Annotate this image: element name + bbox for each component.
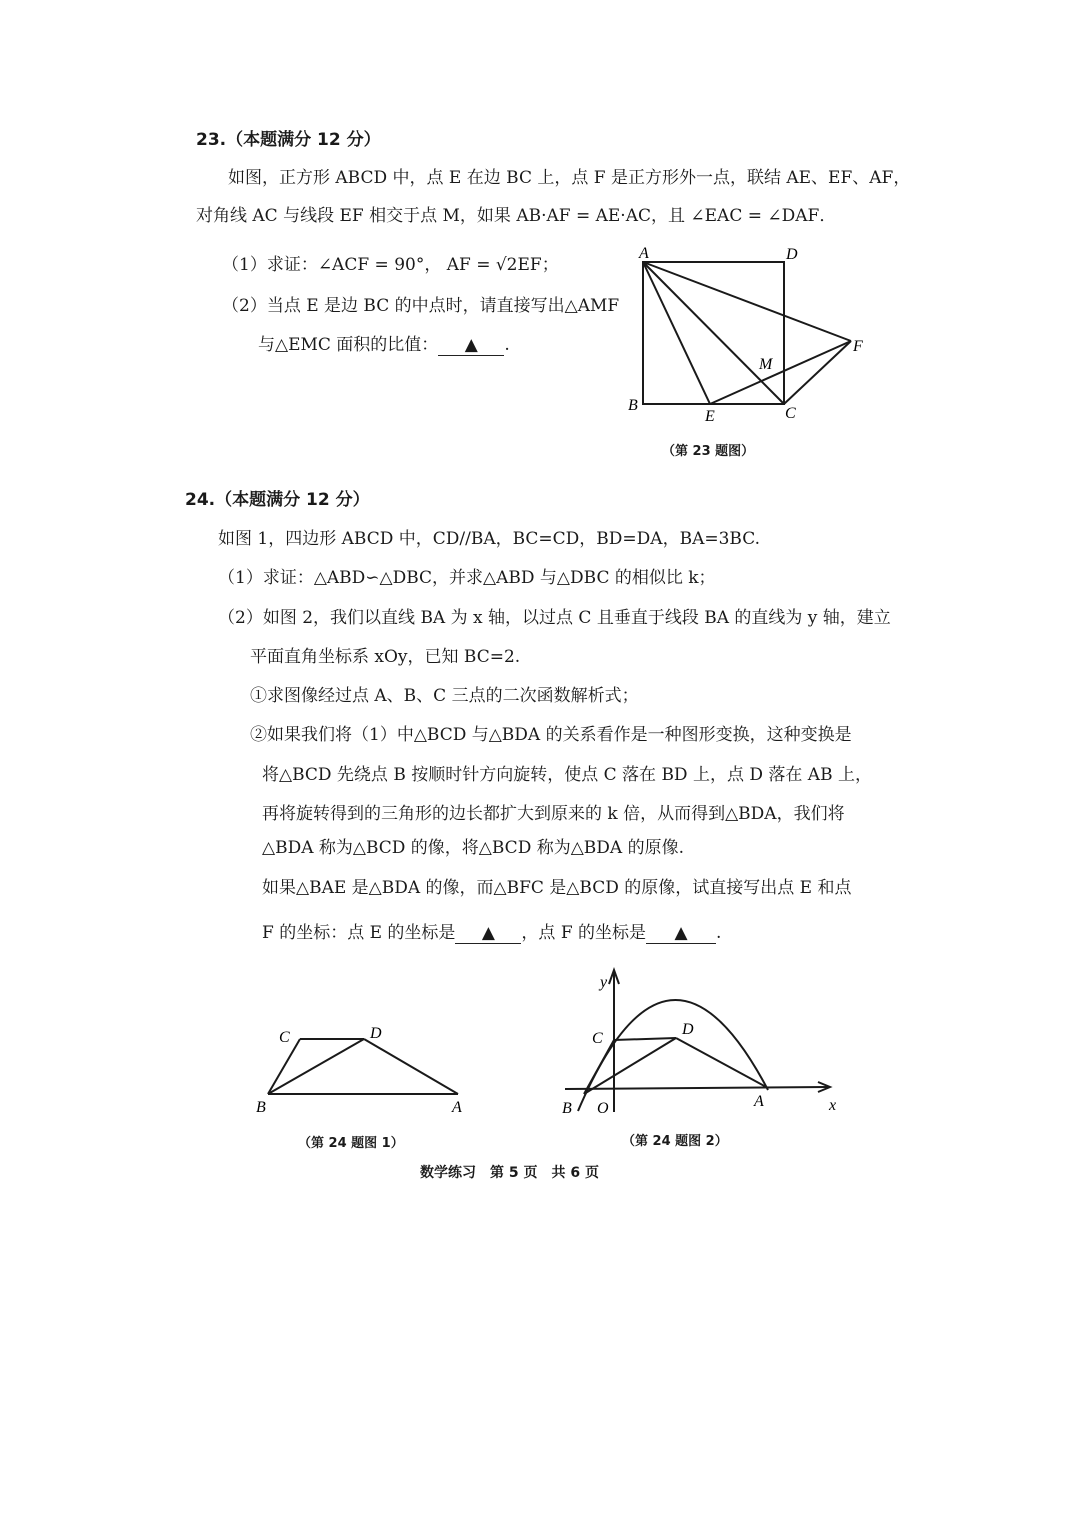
q23-part2b-pre: 与△EMC 面积的比值： [258, 335, 439, 355]
q24-f2-label-a: A [754, 1093, 764, 1110]
q24-f2-label-o: O [597, 1100, 609, 1117]
q24-f1-label-b: B [256, 1099, 266, 1116]
q24-sub2c: 再将旋转得到的三角形的边长都扩大到原来的 k 倍，从而得到△BDA，我们将 [262, 804, 845, 824]
q23-label-d: D [786, 246, 798, 263]
q24-f2-label-b: B [562, 1100, 572, 1117]
q24-f2-label-c: C [592, 1030, 603, 1047]
q24-caption-2: （第 24 题图 2） [622, 1134, 728, 1149]
q24-part1: （1）求证：△ABD∽△DBC，并求△ABD 与△DBC 的相似比 k； [218, 568, 716, 588]
q24-heading: 24.（本题满分 12 分） [185, 490, 370, 510]
q24-f1-label-d: D [370, 1025, 382, 1042]
q23-line1: 如图，正方形 ABCD 中，点 E 在边 BC 上，点 F 是正方形外一点，联结 AE、EF、AF， [228, 168, 911, 188]
q24-answer-blank-f: ▲ [646, 923, 716, 944]
q24-f2-label-d: D [682, 1021, 694, 1038]
q23-answer-blank: ▲ [438, 335, 504, 356]
q24-part2a: （2）如图 2，我们以直线 BA 为 x 轴，以过点 C 且垂直于线段 BA 的直线为 y 轴，建立 [218, 608, 891, 628]
q23-label-f: F [853, 338, 863, 355]
q23-heading: 23.（本题满分 12 分） [196, 130, 381, 150]
q24-sub2d: △BDA 称为△BCD 的像，将△BCD 称为△BDA 的原像. [262, 838, 685, 858]
q24-f1-label-c: C [279, 1029, 290, 1046]
q24-caption-1: （第 24 题图 1） [298, 1136, 404, 1151]
q24-sub2f-post: . [716, 923, 722, 943]
q24-answer-blank-e: ▲ [455, 923, 521, 944]
q24-part2b: 平面直角坐标系 xOy，已知 BC=2. [250, 647, 521, 667]
q23-label-b: B [628, 397, 638, 414]
q23-caption: （第 23 题图） [662, 444, 755, 459]
q24-f2-seg-da [676, 1038, 768, 1088]
page-footer: 数学练习 第 5 页 共 6 页 [420, 1165, 599, 1181]
q24-sub1: ①求图像经过点 A、B、C 三点的二次函数解析式； [250, 686, 639, 706]
q24-sub2f-mid: ，点 F 的坐标是 [521, 923, 647, 943]
q24-sub2e: 如果△BAE 是△BDA 的像，而△BFC 是△BCD 的原像，试直接写出点 E 和点 [262, 878, 852, 898]
q24-sub2a: ②如果我们将（1）中△BCD 与△BDA 的关系看作是一种图形变换，这种变换是 [250, 725, 852, 745]
q23-label-c: C [785, 405, 796, 422]
q24-f2-seg-cd [614, 1038, 676, 1040]
q24-f1-label-a: A [452, 1099, 462, 1116]
q24-line1: 如图 1，四边形 ABCD 中，CD//BA，BC=CD，BD=DA，BA=3BC. [218, 529, 761, 549]
q24-f2-label-y: y [600, 974, 608, 991]
q23-part1: （1）求证：∠ACF = 90°， AF = √2EF； [222, 255, 559, 275]
q24-sub2f-pre: F 的坐标：点 E 的坐标是 [262, 923, 456, 943]
q23-part2a: （2）当点 E 是边 BC 的中点时，请直接写出△AMF [222, 296, 620, 316]
q23-line2: 对角线 AC 与线段 EF 相交于点 M，如果 AB·AF = AE·AC，且 ∠EAC = ∠DAF． [196, 206, 837, 226]
q24-sub2b: 将△BCD 先绕点 B 按顺时针方向旋转，使点 C 落在 BD 上，点 D 落在 AB 上， [262, 765, 872, 785]
q24-f2-label-x: x [829, 1097, 837, 1114]
q23-part2b-post: . [504, 335, 510, 355]
q23-label-e: E [705, 408, 715, 425]
q23-label-m: M [759, 356, 773, 373]
q23-label-a: A [639, 245, 649, 262]
q24-f2-x-axis [565, 1087, 828, 1089]
